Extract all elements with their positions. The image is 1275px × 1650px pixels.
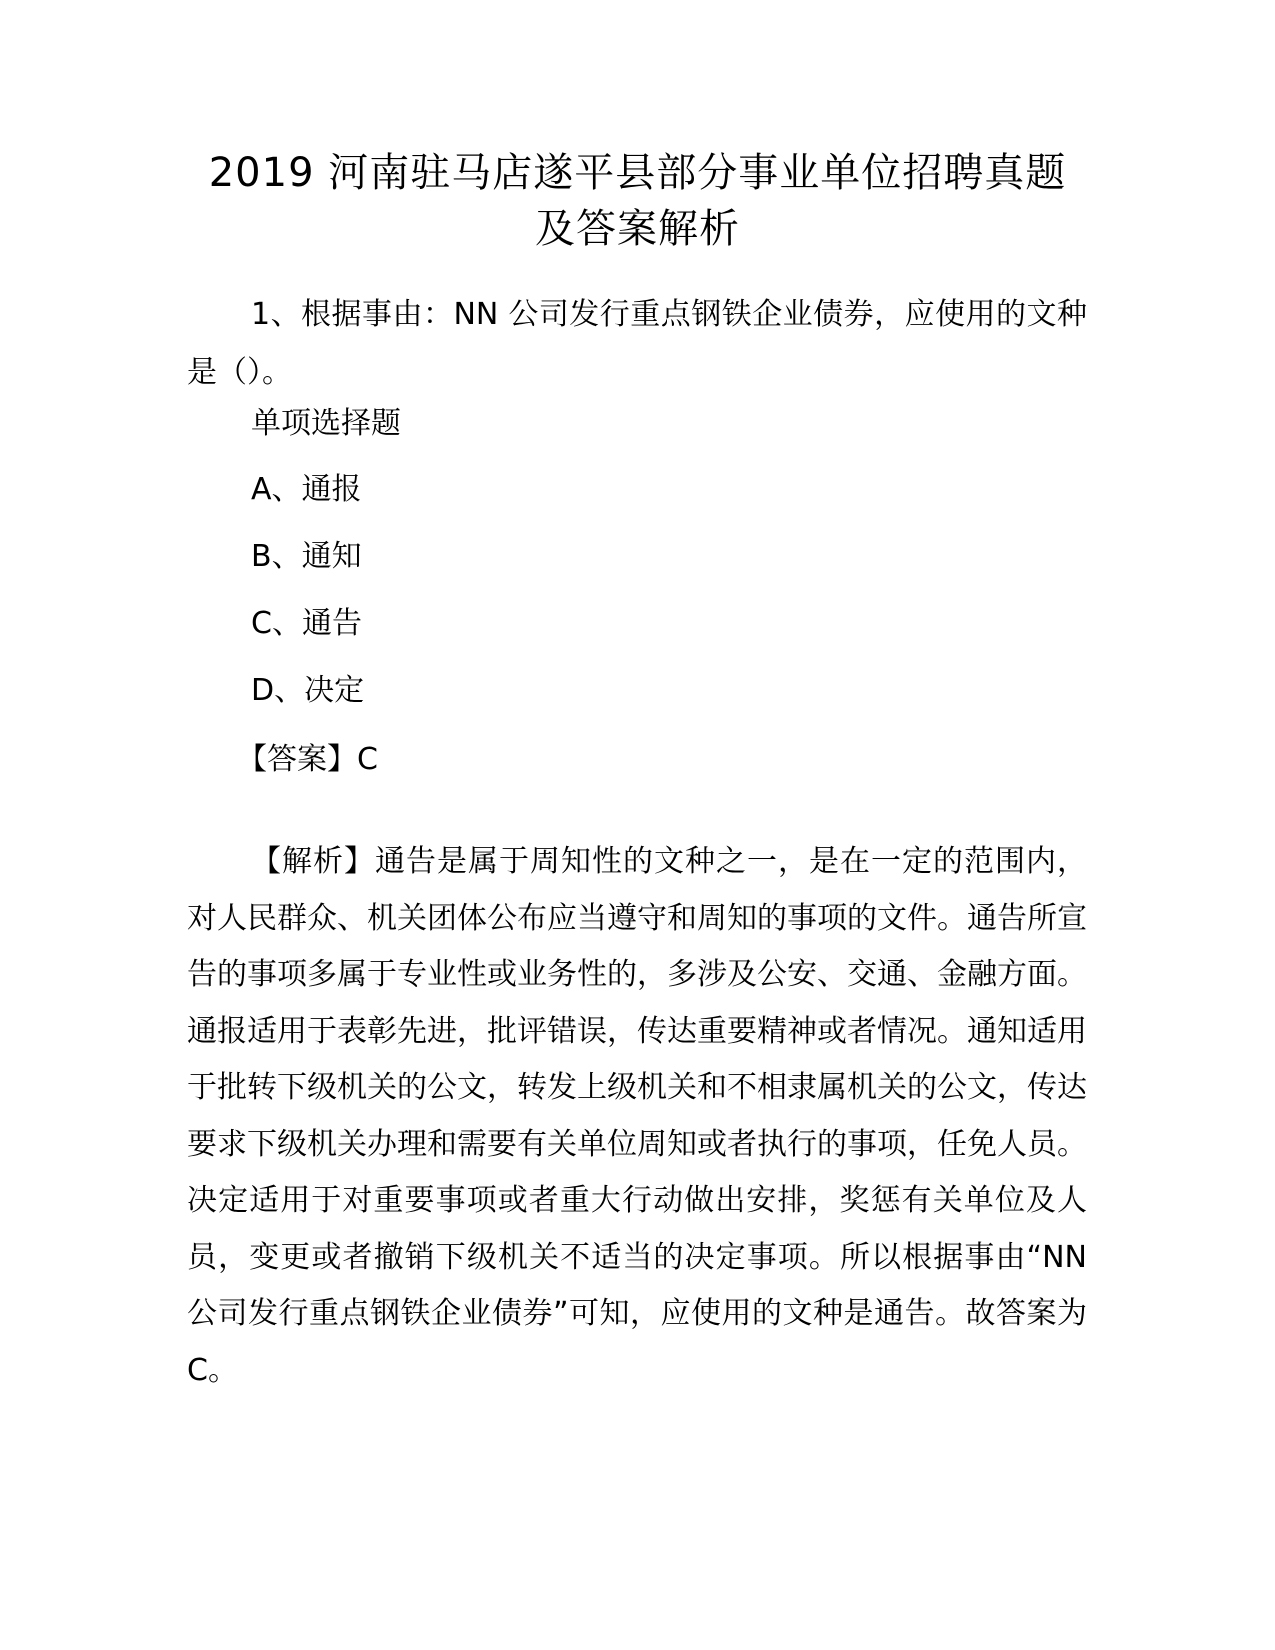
option-c: C、通告 — [251, 606, 362, 641]
analysis-text: 【解析】通告是属于周知性的文种之一，是在一定的范围内，对人民群众、机关团体公布应当遵守和周知的事项的文件。通告所宣告的事项多属于专业性或业务性的，多涉及公安、交通、金融方面。通报适用于表彰先进，批评错误，传达重要精神或者情况。通知适用于批转下级机关的公文，转发上级机关和不相隶属机关的公文，传达要求下级机关办理和需要有关单位周知或者执行的事项，任免人员。决定适用于对重要事项或者重大行动做出安排，奖惩有关单位及人员，变更或者撤销下级机关不适当的决定事项。所以根据事由“NN 公司发行重点钢铁企业债券”可知，应使用的文种是通告。故答案为 C。 — [187, 844, 1087, 1388]
question-text: 1、根据事由：NN 公司发行重点钢铁企业债券，应使用的文种是（）。 — [187, 297, 1087, 390]
title-line-2: 及答案解析 — [535, 206, 740, 252]
answer-line: 【答案】C — [237, 742, 378, 777]
title-line-1: 2019 河南驻马店遂平县部分事业单位招聘真题 — [208, 150, 1067, 196]
option-d: D、决定 — [251, 673, 365, 708]
document-title — [150, 145, 1125, 257]
question-type: 单项选择题 — [251, 406, 401, 441]
option-a: A、通报 — [251, 472, 362, 507]
option-b: B、通知 — [251, 539, 362, 574]
